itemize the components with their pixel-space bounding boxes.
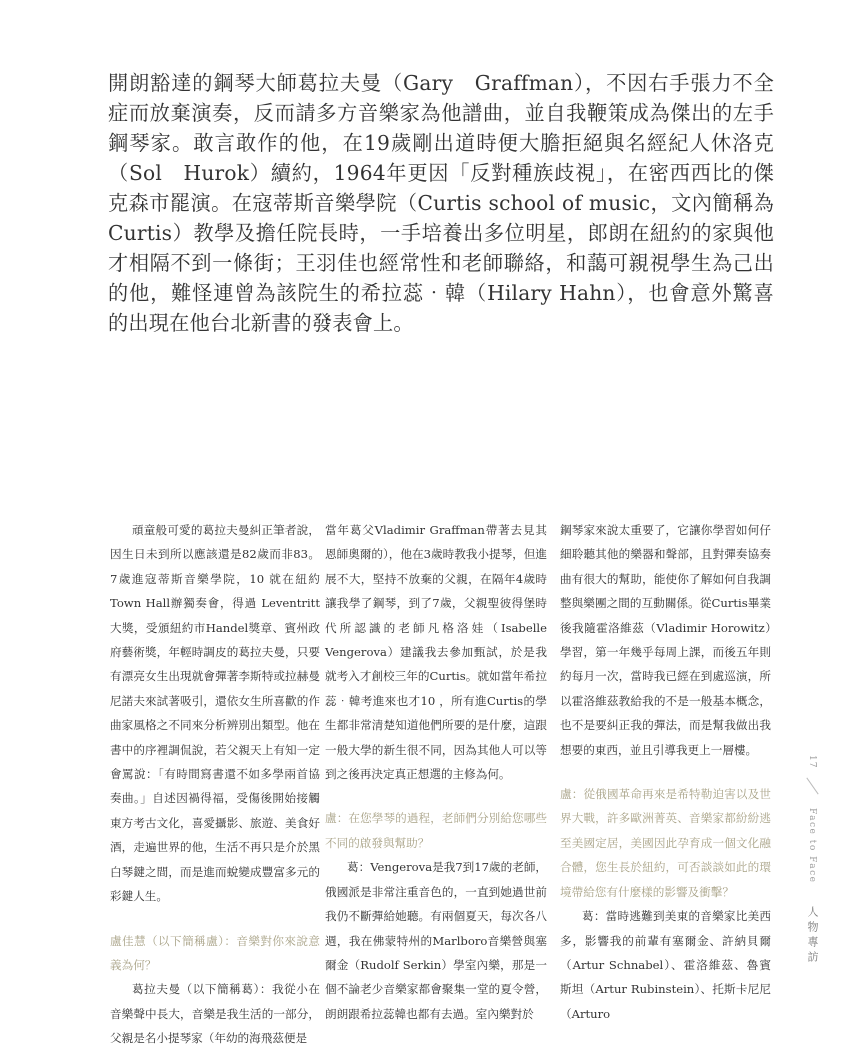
interview-answer: 葛：Vengerova是我7到17歲的老師，俄國派是非常注重音色的，一直到她過世前我仍不斷彈給她聽。有兩個夏天，每次各八週，我在佛蒙特州的Marlboro音樂營與塞爾金（Rudolf Serkin）學室內樂，那是一個不論老少音樂家都會聚集一堂的夏令營，朗朗跟希拉蕊韓也都有去過。室內樂對於	[325, 860, 548, 1021]
answer-continuation: 當年葛父Vladimir Graffman帶著去見其恩師奧爾的），他在3歲時教我小提琴，但進展不大，堅持不放棄的父親，在隔年4歲時讓我學了鋼琴，到了7歲，父親聖彼得堡時代所認識的老師凡格洛娃（Isabelle Vengerova）建議我去參加甄試，於是我就考入才創校三年的Curtis。就如當年希拉蕊‧韓考進來也才10 ，所有進Curtis的學生都非常清楚知道他們所要的是什麼，這跟一般大學的新生很不同，因為其他人可以等到之後再決定真正想選的主修為何。	[325, 523, 547, 782]
section-title-en: Face to Face	[807, 808, 817, 884]
column-1	[110, 518, 320, 1051]
interview-question: 盧佳慧（以下簡稱盧）：音樂對你來說意義為何？	[110, 933, 320, 972]
column-3	[560, 518, 771, 1026]
narrative-paragraph: 頑童般可愛的葛拉夫曼糾正筆者說，因生日未到所以應該還是82歲而非83。7歲進寇蒂斯音樂學院，10 就在紐約Town Hall辦獨奏會，得過 Leventritt大獎，受頒紐約市Handel獎章、賓州政府藝術獎，年輕時調皮的葛拉夫曼，只要有漂亮女生出現就會彈著李斯特或拉赫曼尼諾夫來試著吸引，還依女生所喜歡的作曲家風格之不同來分析辨別出類型。他在書中的序裡調侃說，若父親天上有知一定會罵說：「有時間寫書還不如多學兩首協奏曲。」自述因禍得福，受傷後開始接觸東方考古文化，喜愛攝影、旅遊、美食好酒，走遍世界的他，生活不再只是介於黑白琴鍵之間，而是進而蛻變成豐富多元的彩鍵人生。	[110, 523, 320, 904]
answer-continuation: 鋼琴家來說太重要了，它讓你學習如何仔細聆聽其他的樂器和聲部，且對彈奏協奏曲有很大的幫助，能使你了解如何自我調整與樂團之間的互動關係。從Curtis畢業後我隨霍洛維茲（Vladimir Horowitz）學習，第一年幾乎每周上課，而後五年則約每月一次，當時我已經在到處巡演，所以霍洛維茲教給我的不是一般基本概念，也不是要糾正我的彈法，而是幫我做出我想要的東西，並且引導我更上一層樓。	[560, 523, 771, 757]
section-title-zh: 人物專訪	[806, 905, 819, 966]
intro-paragraph	[108, 68, 774, 338]
column-2	[325, 518, 547, 1026]
interview-answer: 葛拉夫曼（以下簡稱葛）：我從小在音樂聲中長大，音樂是我生活的一部分，父親是名小提琴家（年幼的海飛茲便是	[110, 982, 320, 1046]
section-sidebar	[797, 755, 827, 966]
interview-question: 盧：在您學琴的過程，老師們分別給您哪些不同的啟發與幫助？	[325, 811, 547, 850]
page-number: 17	[807, 755, 817, 769]
divider-slash	[806, 778, 818, 795]
intro-text: 開朗豁達的鋼琴大師葛拉夫曼（Gary Graffman），不因右手張力不全症而放棄演奏，反而請多方音樂家為他譜曲，並自我鞭策成為傑出的左手鋼琴家。敢言敢作的他，在19歲剛出道時便大膽拒絕與名經紀人休洛克（Sol Hurok）續約，1964年更因「反對種族歧視」，在密西西比的傑克森市罷演。在寇蒂斯音樂學院（Curtis school of music，文內簡稱為Curtis）教學及擔任院長時，一手培養出多位明星，郎朗在紐約的家與他才相隔不到一條街；王羽佳也經常性和老師聯絡，和藹可親視學生為己出的他，難怪連曾為該院生的希拉蕊‧韓（Hilary Hahn），也會意外驚喜的出現在他台北新書的發表會上。	[108, 71, 774, 335]
interview-answer: 葛：當時逃難到美東的音樂家比美西多，影響我的前輩有塞爾金、許納貝爾（Artur Schnabel）、霍洛維茲、魯賓斯坦（Artur Rubinstein）、托斯卡尼尼（Arturo	[560, 909, 771, 1021]
interview-question: 盧：從俄國革命再來是希特勒迫害以及世界大戰，許多歐洲菁英、音樂家都紛紛逃至美國定居，美國因此孕育成一個文化融合體，您生長於紐約，可否談談如此的環境帶給您有什麼樣的影響及衝擊？	[560, 787, 771, 899]
